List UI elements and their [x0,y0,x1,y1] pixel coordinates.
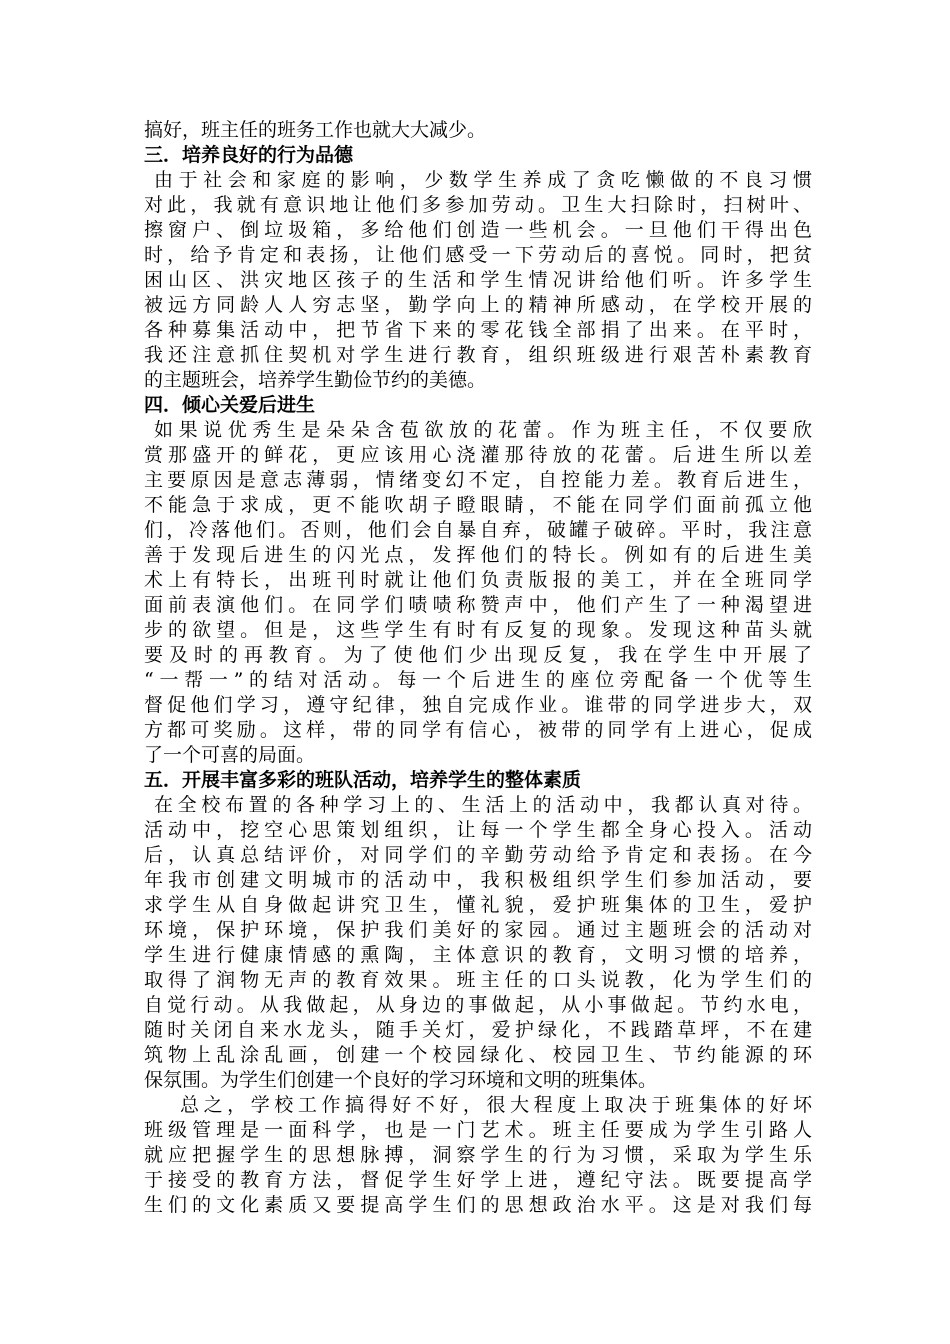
text-line: 取得了润物无声的教育效果。班主任的口头说教，化为学生们的 [144,969,812,991]
text-line: 于接受的教育方法，督促学生好学上进，遵纪守法。既要提高学 [144,1169,812,1191]
conclusion-paragraph [144,1093,812,1218]
text-line: 术上有特长，出班刊时就让他们负责版报的美工，并在全班同学 [144,569,812,591]
text-line: 班级管理是一面科学，也是一门艺术。班主任要成为学生引路人 [144,1119,812,1141]
text-line: “一帮一”的结对活动。每一个后进生的座位旁配备一个优等生 [144,669,812,691]
text-line: 善于发现后进生的闪光点，发挥他们的特长。例如有的后进生美 [144,544,812,566]
text-line: 面前表演他们。在同学们啧啧称赞声中，他们产生了一种渴望进 [144,594,812,616]
text-line: 随时关闭自来水龙头，随手关灯，爱护绿化，不践踏草坪，不在建 [144,1019,812,1041]
text-line: 年我市创建文明城市的活动中，我积极组织学生们参加活动，要 [144,869,812,891]
text-line: 筑物上乱涂乱画，创建一个校园绿化、校园卫生、节约能源的环 [144,1044,812,1066]
text-line: 不能急于求成，更不能吹胡子瞪眼睛，不能在同学们面前孤立他 [144,494,812,516]
text-line: 在全校布置的各种学习上的、生活上的活动中，我都认真对待。 [154,794,812,816]
text-line: 各种募集活动中，把节省下来的零花钱全部捐了出来。在平时， [144,319,812,341]
text-line: 后，认真总结评价，对同学们的辛勤劳动给予肯定和表扬。在今 [144,844,812,866]
text-line: 求学生从自身做起讲究卫生，懂礼貌，爱护班集体的卫生，爱护 [144,894,812,916]
text-line: 督促他们学习，遵守纪律，独自完成作业。谁带的同学进步大，双 [144,694,812,716]
text-line: 赏那盛开的鲜花，更应该用心浇灌那待放的花蕾。后进生所以差 [144,444,812,466]
text-line: 如果说优秀生是朵朵含苞欲放的花蕾。作为班主任，不仅要欣 [154,419,812,441]
text-line: 就应把握学生的思想脉搏，洞察学生的行为习惯，采取为学生乐 [144,1144,812,1166]
text-line: 困山区、洪灾地区孩子的生活和学生情况讲给他们听。许多学生 [144,269,812,291]
text-line: 被远方同龄人人穷志坚，勤学向上的精神所感动，在学校开展的 [144,294,812,316]
text-line: 搞好，班主任的班务工作也就大大减少。 [144,119,487,141]
text-line: 保氛围。为学生们创建一个良好的学习环境和文明的班集体。 [144,1069,658,1091]
section-5 [144,768,812,1093]
text-line: 时，给予肯定和表扬，让他们感受一下劳动后的喜悦。同时，把贫 [144,244,812,266]
text-line: 主要原因是意志薄弱，情绪变幻不定，自控能力差。教育后进生， [144,469,812,491]
text-line: 自觉行动。从我做起，从身边的事做起，从小事做起。节约水电， [144,994,812,1016]
section-3 [144,143,812,393]
text-line: 们，冷落他们。否则，他们会自暴自弃，破罐子破碎。平时，我注意 [144,519,812,541]
text-line: 要及时的再教育。为了使他们少出现反复，我在学生中开展了 [144,644,812,666]
text-line: 的主题班会，培养学生勤俭节约的美德。 [144,369,487,391]
section-heading: 四．倾心关爱后进生 [144,394,316,416]
text-line: 活动中，挖空心思策划组织，让每一个学生都全身心投入。活动 [144,819,812,841]
text-line: 擦窗户、倒垃圾箱，多给他们创造一些机会。一旦他们干得出色 [144,219,812,241]
text-line: 学生进行健康情感的熏陶，主体意识的教育，文明习惯的培养， [144,944,812,966]
section-heading: 三．培养良好的行为品德 [144,144,354,166]
text-line: 环境，保护环境，保护我们美好的家园。通过主题班会的活动对 [144,919,812,941]
text-line: 了一个可喜的局面。 [144,744,316,766]
text-line: 对此，我就有意识地让他们多参加劳动。卫生大扫除时，扫树叶、 [144,194,812,216]
text-line: 生们的文化素质又要提高学生们的思想政治水平。这是对我们每 [144,1194,812,1216]
text-line: 我还注意抓住契机对学生进行教育，组织班级进行艰苦朴素教育 [144,344,812,366]
text-line: 步的欲望。但是，这些学生有时有反复的现象。发现这种苗头就 [144,619,812,641]
text-line: 总之，学校工作搞得好不好，很大程度上取决于班集体的好坏 [180,1094,812,1116]
document-page [144,118,812,1218]
text-line: 由于社会和家庭的影响，少数学生养成了贪吃懒做的不良习惯 [154,169,812,191]
section-heading: 五．开展丰富多彩的班队活动，培养学生的整体素质 [144,769,582,791]
text-line: 方都可奖励。这样，带的同学有信心，被带的同学有上进心，促成 [144,719,812,741]
section-4 [144,393,812,768]
intro-paragraph [144,118,812,143]
